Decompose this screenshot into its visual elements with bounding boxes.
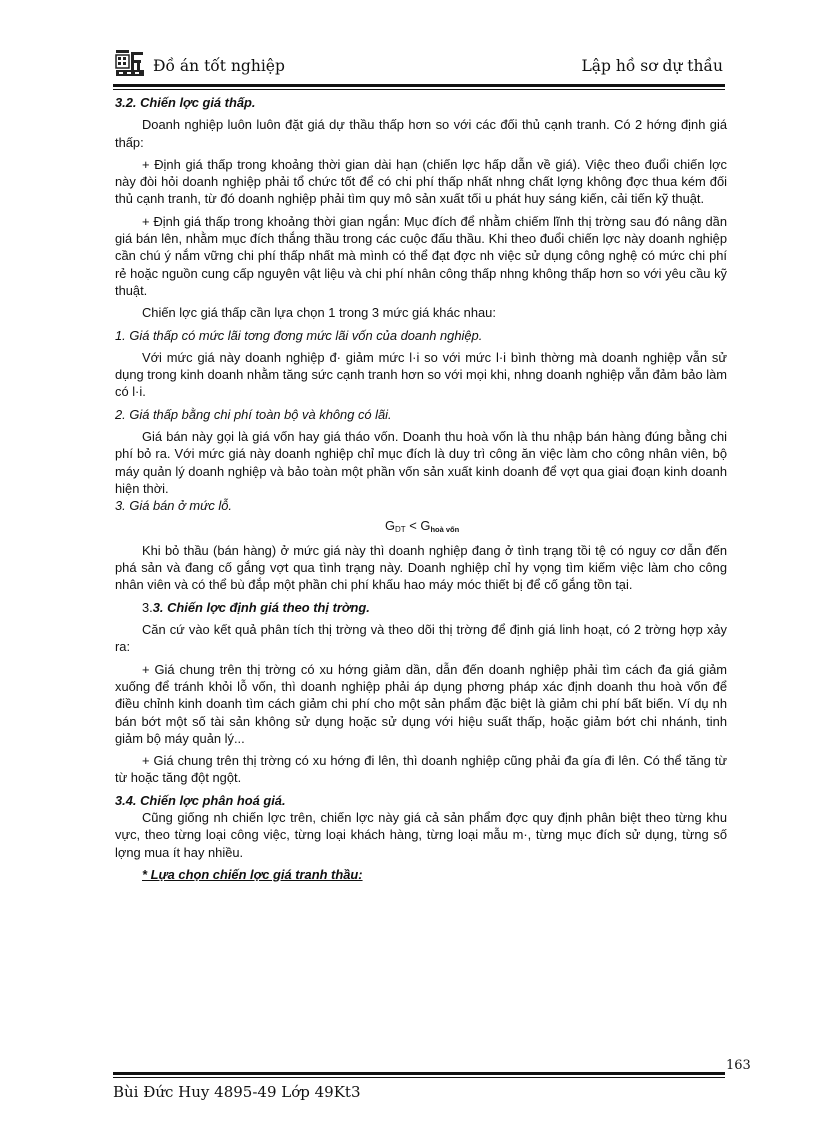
- paragraph: + Giá chung trên thị trờng có xu hớng đi lên, thì doanh nghiệp cũng phải đa gía đi lên. Có thể tăng từ từ hoặc tăng đột ngột.: [115, 753, 727, 786]
- paragraph: Giá bán này gọi là giá vốn hay giá tháo vốn. Doanh thu hoà vốn là thu nhập bán hàng đúng bằng chi phí bỏ ra. Với mức giá này doanh nghiệp chỉ mục đích là duy trì công ăn việc làm cho công nhân viên, bộ máy quản lý doanh nghiệp và bảo toàn một phần vốn sản xuất kinh doanh để vợt qua giai đoạn kinh doanh hiện thời.: [115, 429, 727, 496]
- section-heading-3-3-num: 3.: [142, 599, 153, 615]
- section-heading-3-4: 3.4. Chiến lợc phân hoá giá.: [115, 792, 286, 808]
- subsection-heading-text: * Lựa chọn chiến lợc giá tranh thầu:: [142, 866, 363, 882]
- paragraph: + Định giá thấp trong khoảng thời gian ngắn: Mục đích để nhằm chiếm lĩnh thị trờng sau đó nâng dần giá bán lên, nhằm mục đích thắng thầu trong các cuộc đấu thầu. Khi theo đuổi chiến lợc này doanh nghiệp cần chú ý nắm vững chi phí thấp nhất mà mình có thể đạt đợc nh việc sử dụng công nghệ có mức chi phí rẻ hoặc nguồn cung cấp nguyên vật liệu và chi phí nhân công thấp nhng không thấp hơn so với yêu cầu kỹ thuật.: [115, 213, 727, 298]
- subsection-heading-bid-strategy: [115, 866, 727, 883]
- page-header: [113, 46, 725, 82]
- paragraph: Khi bỏ thầu (bán hàng) ở mức giá này thì doanh nghiệp đang ở tình trạng tồi tệ có nguy cơ dẫn đến phá sản và đang cố gắng vợt qua tình trạng này. Doanh nghiệp chỉ hy vọng tìm kiếm việc làm cho công nhân viên và có thể bù đắp một phần chi phí khấu hao máy móc thiết bị để cố gắng tồn tại.: [115, 542, 727, 593]
- formula: [115, 517, 727, 538]
- paragraph: Chiến lợc giá thấp cần lựa chọn 1 trong 3 mức giá khác nhau:: [142, 305, 496, 321]
- formula-lhs-sub: DT: [395, 524, 406, 534]
- footer-author-line: Bùi Đức Huy 4895-49 Lớp 49Kt3: [113, 1083, 361, 1101]
- paragraph: Cũng giống nh chiến lợc trên, chiến lợc này giá cả sản phẩm đợc quy định phân biệt theo từng khu vực, theo từng loại công việc, từng loại khách hàng, từng loại mẫu m·, từng mục đích sử dụng, từng số lợng mua ít hay nhiều.: [115, 809, 727, 860]
- header-rule-thin: [113, 89, 725, 90]
- subheading-low-price-3: 3. Giá bán ở mức lỗ.: [115, 498, 232, 514]
- header-title-right: Lập hồ sơ dự thầu: [581, 57, 723, 75]
- paragraph: Doanh nghiệp luôn luôn đặt giá dự thầu thấp hơn so với các đối thủ cạnh tranh. Có 2 hớng định giá thấp:: [115, 117, 727, 150]
- paragraph: + Giá chung trên thị trờng có xu hớng giảm dần, dẫn đến doanh nghiệp phải tìm cách đa giá giảm xuống để tránh khỏi lỗ vốn, thì doanh nghiệp phải áp dụng phơng pháp xác định doanh thu hoà vốn để điều chỉnh kinh doanh tìm cách giảm chi phí cho một sản phẩm đặc biệt là giảm chi phí bất biến. Ví dụ nh bán bớt một số tài sản không sử dụng hoặc sử dụng với hiệu suất thấp, hoặc giảm bớt chi nhánh, tinh giảm bộ máy quản lý...: [115, 661, 727, 746]
- header-rule-thick: [113, 84, 725, 87]
- section-heading-3-3-text: 3. Chiến lợc định giá theo thị trờng.: [152, 599, 370, 615]
- formula-rhs: G: [420, 517, 431, 533]
- logo-icon: [115, 48, 145, 78]
- paragraph: Căn cứ vào kết quả phân tích thị trờng và theo dõi thị trờng để định giá linh hoạt, có 2 trờng hợp xảy ra:: [115, 622, 727, 655]
- paragraph: Với mức giá này doanh nghiệp đ· giảm mức l·i so với mức l·i bình thờng mà doanh nghiệp vẫn sử dụng trong kinh doanh nhằm tăng sức cạnh tranh hơn so với mọi khi, nhng doanh nghiệp vẫn đảm bảo làm có l·i.: [115, 349, 727, 400]
- page-body: [115, 94, 727, 883]
- section-heading-3-2: 3.2. Chiến lợc giá thấp.: [115, 95, 256, 110]
- page-number: 163: [726, 1058, 751, 1073]
- formula-rhs-sub: hoà vốn: [430, 524, 460, 534]
- formula-lhs: G: [385, 517, 396, 533]
- paragraph: + Định giá thấp trong khoảng thời gian dài hạn (chiến lợc hấp dẫn về giá). Việc theo đuổi chiến lợc này đòi hỏi doanh nghiệp phải tổ chức tốt để có chi phí thấp nhất nhng chất lợng không đợc thua kém đối thủ cạnh tranh, từ đó doanh nghiệp phải tìm quy mô sản xuất tối u phát huy sáng kiến, cải tiến kỹ thuật.: [115, 156, 727, 207]
- header-title-left: Đồ án tốt nghiệp: [153, 57, 285, 75]
- formula-operator: <: [405, 517, 421, 533]
- footer-rule-thick: [113, 1072, 725, 1075]
- subheading-low-price-1: 1. Giá thấp có mức lãi tơng đơng mức lãi vốn của doanh nghiệp.: [115, 327, 483, 343]
- subheading-low-price-2: 2. Giá thấp bằng chi phí toàn bộ và không có lãi.: [115, 406, 392, 422]
- footer-rule-thin: [113, 1077, 725, 1078]
- section-heading-3-3: [115, 599, 727, 616]
